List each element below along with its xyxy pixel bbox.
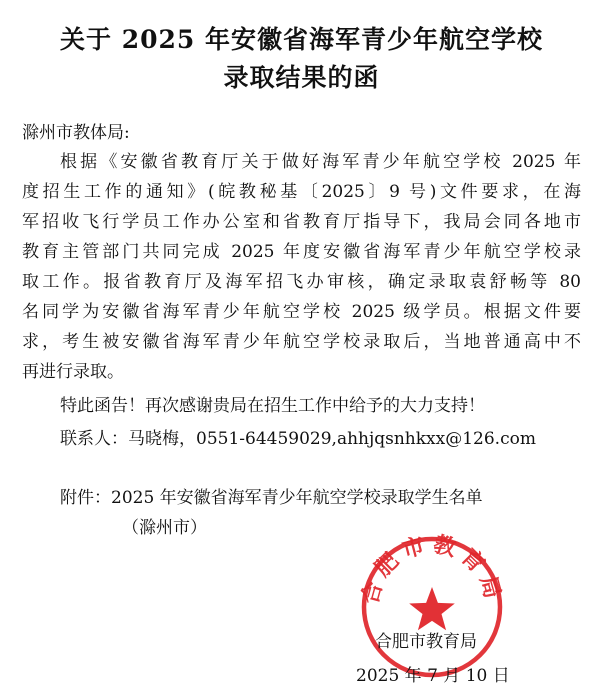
- signature-org: 合肥市教育局: [375, 632, 477, 652]
- document-title-line2: 录取结果的函: [223, 63, 380, 92]
- salutation: 滁州市教体局:: [22, 123, 130, 143]
- contact-line: 联系人：马晓梅，0551-64459029,ahhjqsnhkxx@126.com: [60, 429, 536, 449]
- signature-date: 2025 年 7 月 10 日: [356, 666, 510, 686]
- thanks-line: 特此函告！再次感谢贵局在招生工作中给予的大力支持！: [60, 396, 485, 416]
- body-line: 教育主管部门共同完成 2025 年度安徽省海军青少年航空学校录: [22, 242, 581, 262]
- body-line: 再进行录取。: [22, 362, 124, 382]
- document-title-line1: 关于 2025 年安徽省海军青少年航空学校: [60, 25, 543, 54]
- attachment-line: 附件：2025 年安徽省海军青少年航空学校录取学生名单: [60, 488, 483, 508]
- seal-text: 合肥市教育局: [357, 532, 507, 607]
- official-seal: [357, 532, 507, 682]
- body-line: 名同学为安徽省海军青少年航空学校 2025 级学员。根据文件要: [22, 302, 581, 322]
- body-line: 根据《安徽省教育厅关于做好海军青少年航空学校 2025 年: [60, 152, 581, 172]
- attachment-line-2: （滁州市）: [122, 518, 207, 538]
- body-line: 取工作。报省教育厅及海军招飞办审核，确定录取袁舒畅等 80: [22, 272, 581, 292]
- star-icon: [409, 587, 455, 630]
- body-line: 军招收飞行学员工作办公室和省教育厅指导下，我局会同各地市: [22, 212, 581, 232]
- body-line: 度招生工作的通知》(皖教秘基〔2025〕9 号)文件要求，在海: [22, 182, 581, 202]
- body-line: 求，考生被安徽省海军青少年航空学校录取后，当地普通高中不: [22, 332, 581, 352]
